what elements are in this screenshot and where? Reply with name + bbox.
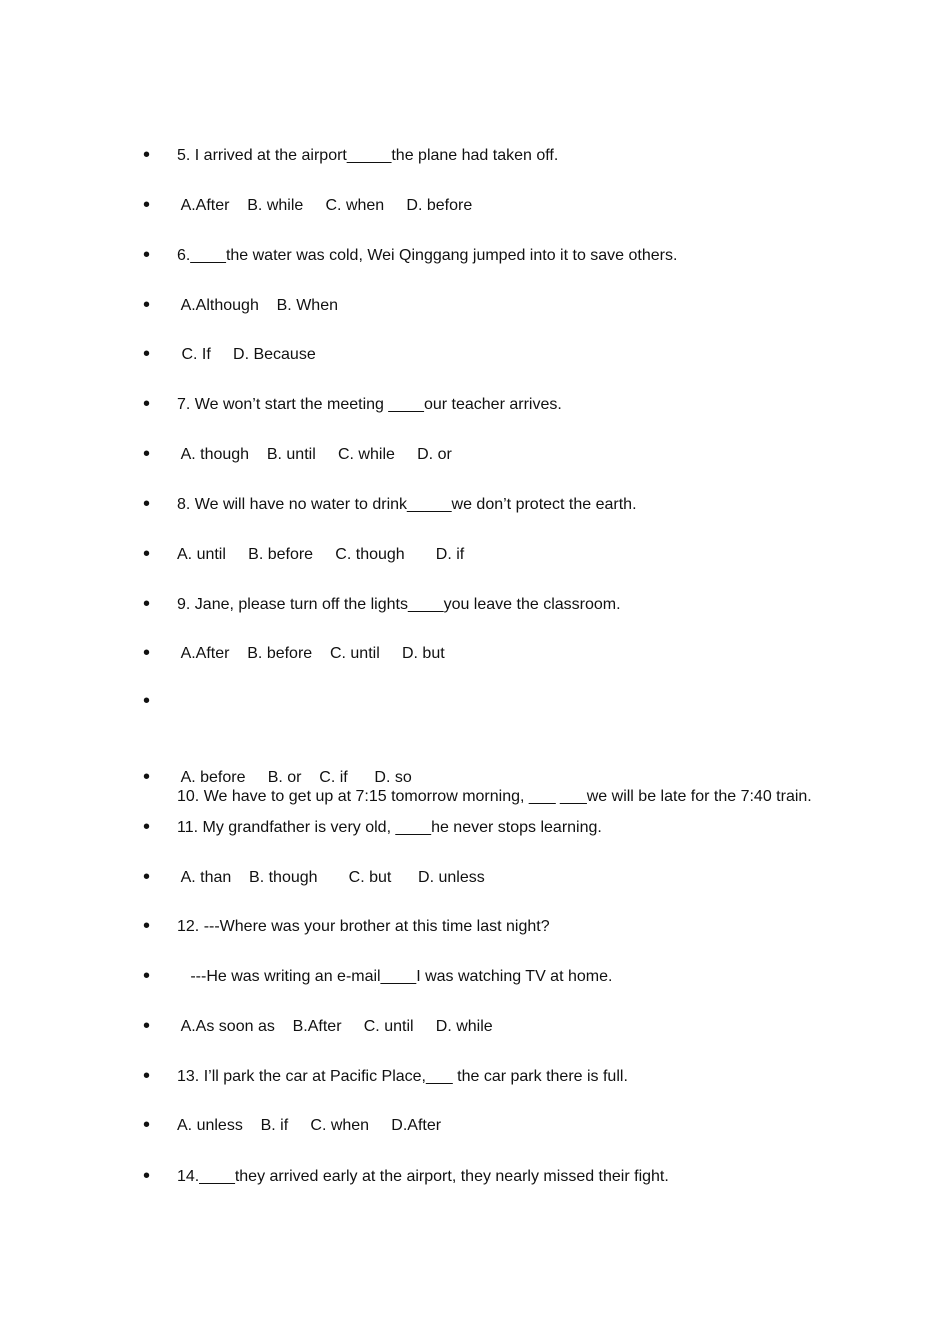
bullet: • (143, 294, 151, 316)
bullet: • (143, 393, 151, 415)
bullet: • (143, 194, 151, 216)
question-text: 6.____the water was cold, Wei Qinggang jumped into it to save others. (177, 247, 678, 264)
question-text: 12. ---Where was your brother at this time last night? (177, 918, 550, 935)
list-item (143, 1165, 823, 1245)
bullet: • (143, 816, 151, 838)
options-text: A.After B. while C. when D. before (177, 197, 473, 214)
question-text: 5. I arrived at the airport_____the plane had taken off. (177, 147, 559, 164)
bullet: • (143, 1114, 151, 1136)
question-text: 7. We won’t start the meeting ____our teacher arrives. (177, 396, 562, 413)
bullet: • (143, 144, 151, 166)
options-text: A. before B. or C. if D. so (177, 769, 412, 786)
bullet: • (143, 1065, 151, 1087)
bullet: • (143, 244, 151, 266)
bullet: • (143, 915, 151, 937)
question-text: 8. We will have no water to drink_____we don’t protect the earth. (177, 496, 637, 513)
options-text: A.As soon as B.After C. until D. while (177, 1018, 493, 1035)
options-text: A.After B. before C. until D. but (177, 645, 445, 662)
bullet: • (143, 343, 151, 365)
bullet: • (143, 642, 151, 664)
bullet: • (143, 965, 151, 987)
bullet: • (143, 493, 151, 515)
question-text: 11. My grandfather is very old, ____he never stops learning. (177, 819, 602, 836)
options-text: A.Although B. When (177, 297, 338, 314)
bullet: • (143, 866, 151, 888)
question-text: 9. Jane, please turn off the lights____you leave the classroom. (177, 596, 621, 613)
bullet: • (143, 593, 151, 615)
bullet: • (143, 1015, 151, 1037)
question-text: ---He was writing an e-mail____I was watching TV at home. (177, 968, 613, 985)
question-text: 14.____they arrived early at the airport, they nearly missed their fight. (177, 1168, 669, 1185)
options-text: A. than B. though C. but D. unless (177, 869, 485, 886)
options-text: A. though B. until C. while D. or (177, 446, 452, 463)
options-text: C. If D. Because (177, 346, 316, 363)
bullet: • (143, 443, 151, 465)
question-text: 10. We have to get up at 7:15 tomorrow morning, ___ ___we will be late for the 7:40 train. (177, 788, 812, 805)
bullet: • (143, 766, 151, 788)
options-text: A. unless B. if C. when D.After (177, 1117, 442, 1134)
question-text: 13. I’ll park the car at Pacific Place,___ the car park there is full. (177, 1068, 628, 1085)
bullet: • (143, 690, 151, 712)
options-text: A. until B. before C. though D. if (177, 546, 465, 563)
bullet: • (143, 1165, 151, 1187)
bullet: • (143, 543, 151, 565)
